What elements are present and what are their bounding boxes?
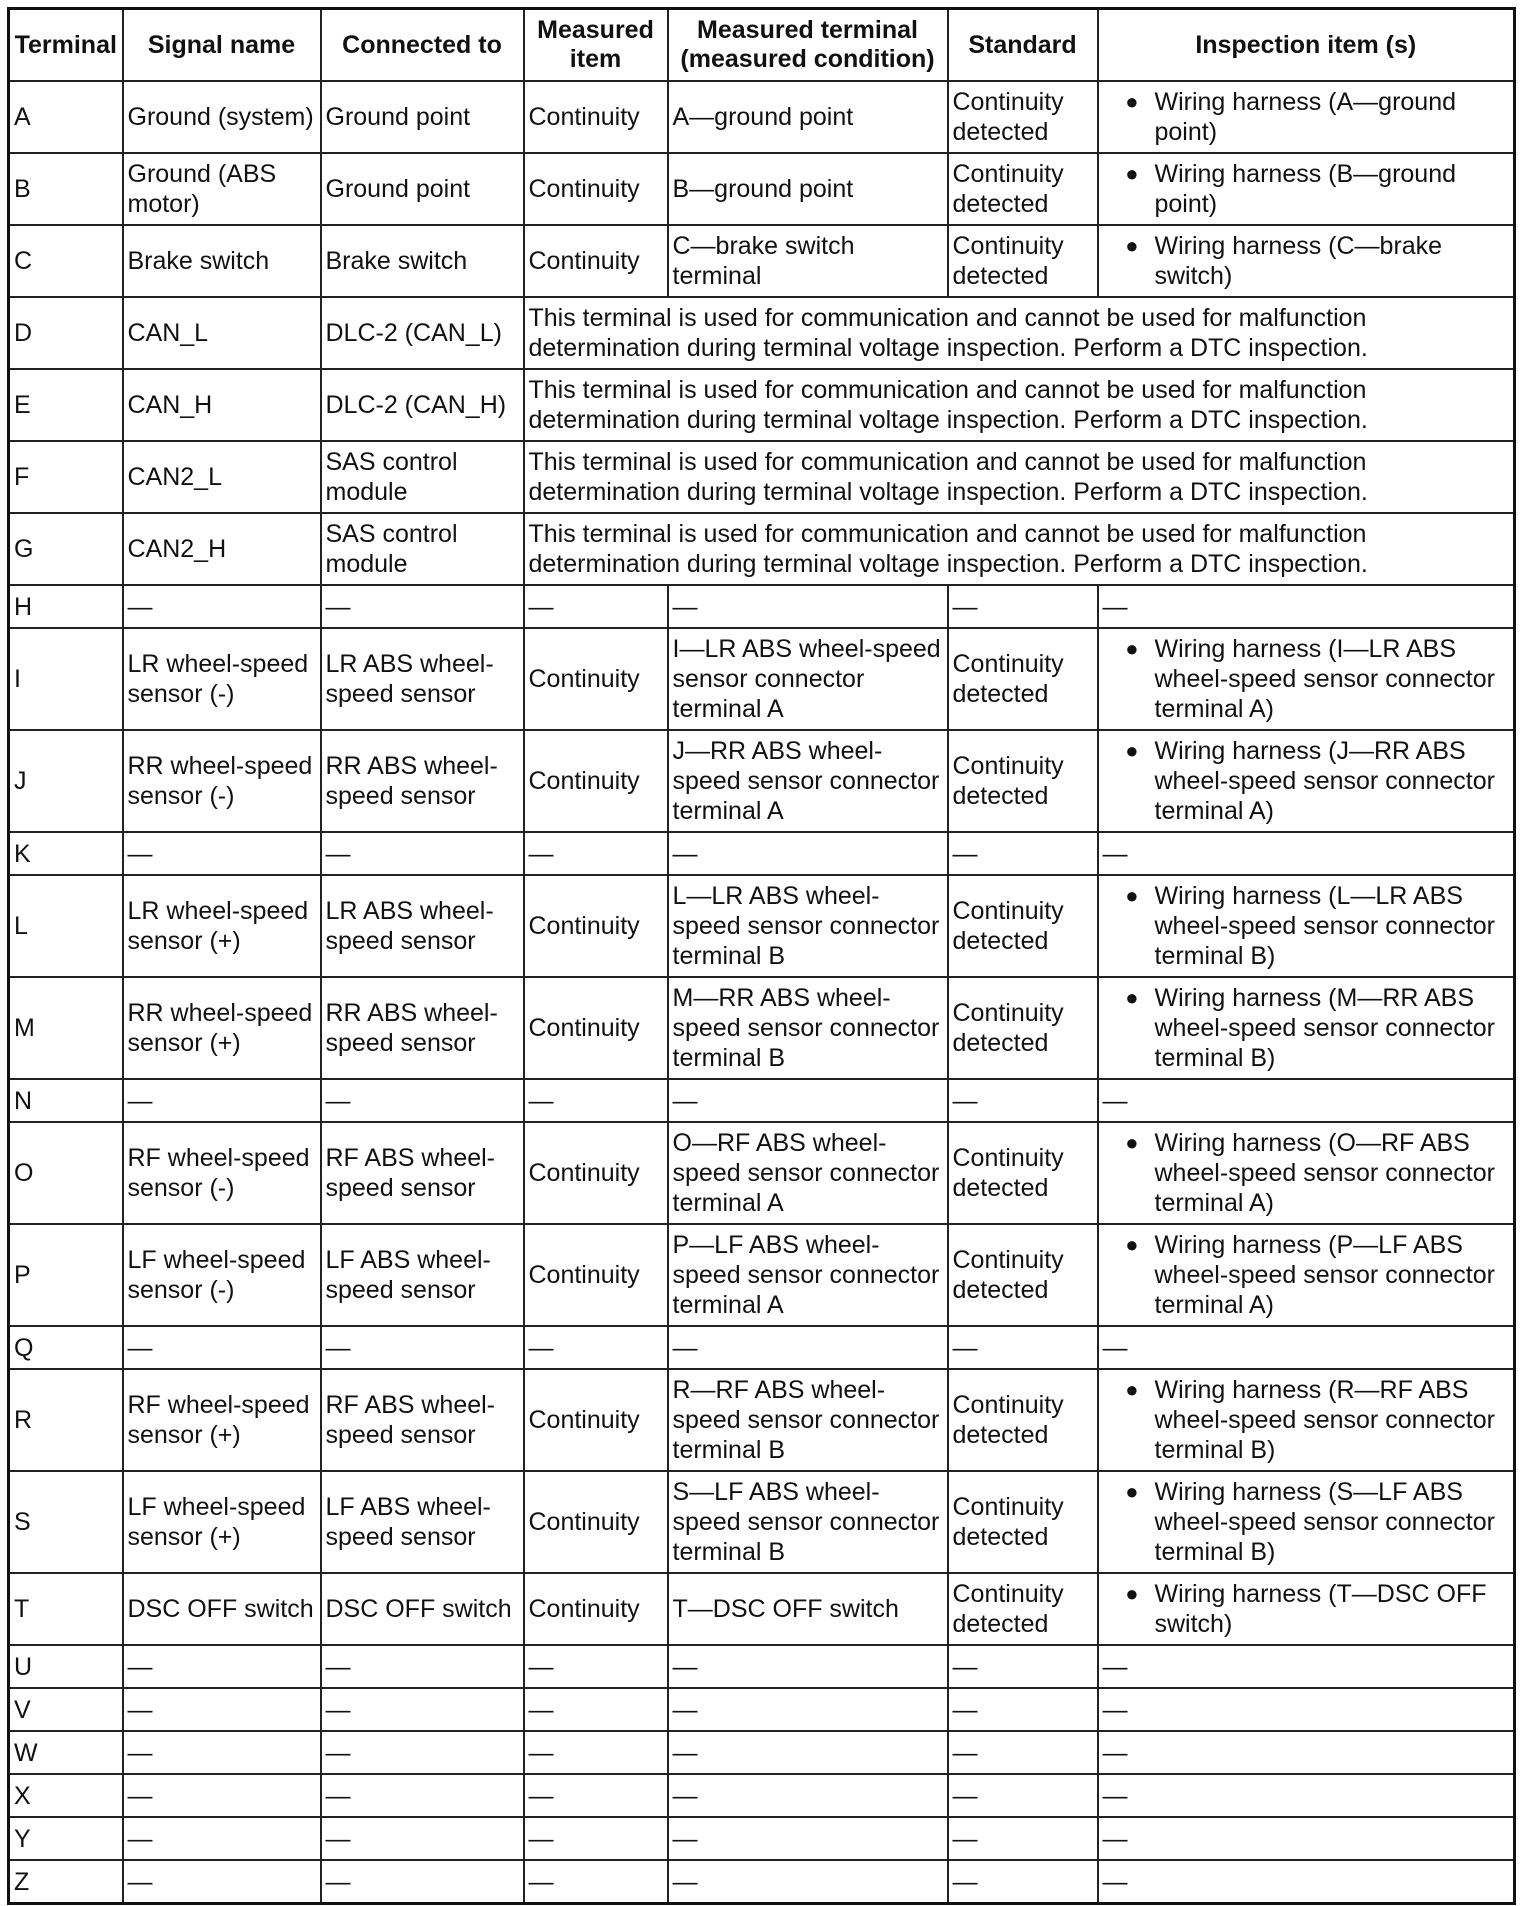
inspection-text: Wiring harness (M—RR ABS wheel-speed sensor connector terminal B) (1154, 984, 1495, 1072)
header-measured-item: Measured item (524, 9, 668, 82)
inspection-text: Wiring harness (I—LR ABS wheel-speed sensor connector terminal A) (1154, 635, 1495, 723)
inspection-bullet-item (1099, 881, 1510, 971)
table-row (9, 1817, 1515, 1860)
cell-connected-to: SAS control module (321, 441, 524, 513)
cell-signal-name: CAN_L (123, 297, 321, 369)
cell-standard: Continuity detected (948, 1369, 1098, 1471)
cell-connected-to: — (321, 1860, 524, 1904)
cell-measured-item: — (524, 1817, 668, 1860)
cell-connected-to: LR ABS wheel-speed sensor (321, 875, 524, 977)
cell-terminal: O (9, 1122, 123, 1224)
inspection-bullet-item (1099, 159, 1510, 219)
cell-connected-to: — (321, 1731, 524, 1774)
cell-inspection-item: — (1098, 1860, 1515, 1904)
cell-measured-item: Continuity (524, 875, 668, 977)
cell-terminal: U (9, 1645, 123, 1688)
cell-signal-name: RF wheel-speed sensor (-) (123, 1122, 321, 1224)
bullet-dot: ● (1125, 883, 1139, 908)
cell-signal-name: CAN2_H (123, 513, 321, 585)
table-row (9, 225, 1515, 297)
cell-terminal: V (9, 1688, 123, 1731)
cell-measured-item: — (524, 1326, 668, 1369)
cell-standard: — (948, 832, 1098, 875)
cell-terminal: E (9, 369, 123, 441)
cell-connected-to: — (321, 1774, 524, 1817)
cell-inspection-item (1098, 81, 1515, 153)
cell-signal-name: Brake switch (123, 225, 321, 297)
cell-measured-terminal: — (668, 585, 948, 628)
bullet-dot: ● (1125, 985, 1139, 1010)
table-row (9, 1731, 1515, 1774)
cell-measured-terminal: — (668, 1688, 948, 1731)
cell-terminal: M (9, 977, 123, 1079)
cell-standard: Continuity detected (948, 730, 1098, 832)
cell-measured-terminal: R—RF ABS wheel-speed sensor connector terminal B (668, 1369, 948, 1471)
cell-signal-name: CAN_H (123, 369, 321, 441)
terminal-table-container (7, 7, 1513, 1905)
cell-measured-terminal: B—ground point (668, 153, 948, 225)
cell-terminal: Z (9, 1860, 123, 1904)
header-terminal: Terminal (9, 9, 123, 82)
table-row (9, 153, 1515, 225)
inspection-bullet-item (1099, 1128, 1510, 1218)
cell-measured-terminal: — (668, 1774, 948, 1817)
inspection-bullet-item (1099, 736, 1510, 826)
header-standard: Standard (948, 9, 1098, 82)
inspection-text: Wiring harness (T—DSC OFF switch) (1154, 1580, 1487, 1638)
cell-signal-name: Ground (system) (123, 81, 321, 153)
cell-connected-to: LF ABS wheel-speed sensor (321, 1224, 524, 1326)
terminal-inspection-table (7, 7, 1516, 1905)
cell-terminal: W (9, 1731, 123, 1774)
cell-inspection-item (1098, 628, 1515, 730)
cell-terminal: F (9, 441, 123, 513)
inspection-bullet-item (1099, 1230, 1510, 1320)
cell-signal-name: RF wheel-speed sensor (+) (123, 1369, 321, 1471)
cell-terminal: I (9, 628, 123, 730)
cell-measured-terminal: L—LR ABS wheel-speed sensor connector terminal B (668, 875, 948, 977)
header-inspection-items: Inspection item (s) (1098, 9, 1515, 82)
cell-measured-item: Continuity (524, 225, 668, 297)
cell-measured-item: — (524, 1688, 668, 1731)
cell-inspection-item (1098, 1224, 1515, 1326)
cell-measured-item: — (524, 832, 668, 875)
cell-connected-to: RR ABS wheel-speed sensor (321, 977, 524, 1079)
cell-measured-item: Continuity (524, 628, 668, 730)
inspection-bullet-item (1099, 231, 1510, 291)
table-row (9, 628, 1515, 730)
bullet-dot: ● (1125, 233, 1139, 258)
cell-communication-note: This terminal is used for communication and cannot be used for malfunction determination during terminal voltage inspection. Perform a DTC inspection. (524, 513, 1515, 585)
inspection-text: Wiring harness (S—LF ABS wheel-speed sensor connector terminal B) (1154, 1478, 1495, 1566)
table-row (9, 1224, 1515, 1326)
cell-signal-name: Ground (ABS motor) (123, 153, 321, 225)
cell-connected-to: LF ABS wheel-speed sensor (321, 1471, 524, 1573)
cell-measured-terminal: — (668, 1079, 948, 1122)
cell-standard: Continuity detected (948, 1471, 1098, 1573)
cell-terminal: D (9, 297, 123, 369)
cell-connected-to: — (321, 1817, 524, 1860)
cell-signal-name: — (123, 1079, 321, 1122)
cell-signal-name: LR wheel-speed sensor (-) (123, 628, 321, 730)
cell-connected-to: RF ABS wheel-speed sensor (321, 1122, 524, 1224)
bullet-dot: ● (1125, 161, 1139, 186)
inspection-text: Wiring harness (A—ground point) (1154, 88, 1457, 146)
table-row (9, 1122, 1515, 1224)
cell-connected-to: — (321, 1645, 524, 1688)
cell-inspection-item (1098, 153, 1515, 225)
inspection-bullet-item (1099, 1477, 1510, 1567)
bullet-dot: ● (1125, 1581, 1139, 1606)
cell-measured-terminal: T—DSC OFF switch (668, 1573, 948, 1645)
inspection-bullet-item (1099, 634, 1510, 724)
cell-standard: — (948, 1326, 1098, 1369)
cell-standard: Continuity detected (948, 1224, 1098, 1326)
cell-connected-to: — (321, 832, 524, 875)
cell-inspection-item: — (1098, 832, 1515, 875)
table-row (9, 81, 1515, 153)
cell-inspection-item: — (1098, 1688, 1515, 1731)
header-measured-terminal: Measured terminal (measured condition) (668, 9, 948, 82)
table-row (9, 1688, 1515, 1731)
cell-inspection-item (1098, 225, 1515, 297)
cell-terminal: T (9, 1573, 123, 1645)
cell-connected-to: Ground point (321, 153, 524, 225)
cell-connected-to: — (321, 1688, 524, 1731)
cell-measured-item: Continuity (524, 81, 668, 153)
cell-measured-item: — (524, 1079, 668, 1122)
cell-terminal: A (9, 81, 123, 153)
table-body (9, 81, 1515, 1904)
bullet-dot: ● (1125, 1479, 1139, 1504)
cell-measured-terminal: — (668, 832, 948, 875)
cell-inspection-item (1098, 1471, 1515, 1573)
table-row (9, 513, 1515, 585)
table-row (9, 1860, 1515, 1904)
cell-measured-item: Continuity (524, 1369, 668, 1471)
cell-measured-item: Continuity (524, 153, 668, 225)
cell-standard: — (948, 585, 1098, 628)
cell-standard: — (948, 1645, 1098, 1688)
cell-connected-to: LR ABS wheel-speed sensor (321, 628, 524, 730)
cell-measured-terminal: P—LF ABS wheel-speed sensor connector terminal A (668, 1224, 948, 1326)
cell-inspection-item: — (1098, 1645, 1515, 1688)
cell-connected-to: RR ABS wheel-speed sensor (321, 730, 524, 832)
cell-standard: Continuity detected (948, 1122, 1098, 1224)
inspection-bullet-item (1099, 983, 1510, 1073)
cell-signal-name: — (123, 1326, 321, 1369)
cell-measured-terminal: A—ground point (668, 81, 948, 153)
cell-signal-name: RR wheel-speed sensor (+) (123, 977, 321, 1079)
cell-connected-to: — (321, 585, 524, 628)
cell-standard: — (948, 1079, 1098, 1122)
cell-terminal: R (9, 1369, 123, 1471)
cell-standard: — (948, 1731, 1098, 1774)
cell-inspection-item: — (1098, 1817, 1515, 1860)
bullet-dot: ● (1125, 89, 1139, 114)
cell-measured-item: Continuity (524, 1122, 668, 1224)
cell-inspection-item: — (1098, 585, 1515, 628)
cell-terminal: P (9, 1224, 123, 1326)
cell-standard: — (948, 1774, 1098, 1817)
cell-connected-to: SAS control module (321, 513, 524, 585)
cell-connected-to: Ground point (321, 81, 524, 153)
cell-measured-terminal: S—LF ABS wheel-speed sensor connector terminal B (668, 1471, 948, 1573)
table-row (9, 1369, 1515, 1471)
cell-signal-name: CAN2_L (123, 441, 321, 513)
cell-connected-to: — (321, 1079, 524, 1122)
cell-measured-terminal: O—RF ABS wheel-speed sensor connector terminal A (668, 1122, 948, 1224)
cell-communication-note: This terminal is used for communication and cannot be used for malfunction determination during terminal voltage inspection. Perform a DTC inspection. (524, 369, 1515, 441)
cell-terminal: S (9, 1471, 123, 1573)
cell-measured-terminal: M—RR ABS wheel-speed sensor connector terminal B (668, 977, 948, 1079)
bullet-dot: ● (1125, 636, 1139, 661)
cell-measured-terminal: — (668, 1326, 948, 1369)
header-connected-to: Connected to (321, 9, 524, 82)
inspection-text: Wiring harness (O—RF ABS wheel-speed sensor connector terminal A) (1154, 1129, 1495, 1217)
table-row (9, 1573, 1515, 1645)
cell-standard: Continuity detected (948, 977, 1098, 1079)
cell-signal-name: LF wheel-speed sensor (-) (123, 1224, 321, 1326)
cell-signal-name: RR wheel-speed sensor (-) (123, 730, 321, 832)
cell-connected-to: DLC-2 (CAN_H) (321, 369, 524, 441)
cell-measured-terminal: — (668, 1860, 948, 1904)
cell-inspection-item: — (1098, 1731, 1515, 1774)
cell-signal-name: — (123, 1817, 321, 1860)
cell-measured-item: Continuity (524, 730, 668, 832)
cell-measured-item: — (524, 1774, 668, 1817)
cell-signal-name: — (123, 1688, 321, 1731)
cell-connected-to: DSC OFF switch (321, 1573, 524, 1645)
cell-terminal: B (9, 153, 123, 225)
inspection-bullet-item (1099, 1375, 1510, 1465)
bullet-dot: ● (1125, 1377, 1139, 1402)
cell-connected-to: Brake switch (321, 225, 524, 297)
cell-measured-item: — (524, 1860, 668, 1904)
table-row (9, 730, 1515, 832)
table-row (9, 369, 1515, 441)
cell-signal-name: — (123, 1645, 321, 1688)
cell-inspection-item: — (1098, 1326, 1515, 1369)
cell-measured-terminal: I—LR ABS wheel-speed sensor connector terminal A (668, 628, 948, 730)
cell-measured-terminal: C—brake switch terminal (668, 225, 948, 297)
cell-connected-to: DLC-2 (CAN_L) (321, 297, 524, 369)
cell-signal-name: — (123, 832, 321, 875)
cell-standard: Continuity detected (948, 1573, 1098, 1645)
cell-measured-item: — (524, 1731, 668, 1774)
cell-communication-note: This terminal is used for communication and cannot be used for malfunction determination during terminal voltage inspection. Perform a DTC inspection. (524, 297, 1515, 369)
header-row (9, 9, 1515, 82)
cell-inspection-item: — (1098, 1079, 1515, 1122)
table-row (9, 977, 1515, 1079)
inspection-text: Wiring harness (R—RF ABS wheel-speed sensor connector terminal B) (1154, 1376, 1495, 1464)
cell-measured-item: — (524, 585, 668, 628)
cell-measured-item: Continuity (524, 1573, 668, 1645)
table-row (9, 297, 1515, 369)
table-row (9, 875, 1515, 977)
cell-terminal: X (9, 1774, 123, 1817)
cell-standard: — (948, 1688, 1098, 1731)
cell-terminal: L (9, 875, 123, 977)
inspection-text: Wiring harness (B—ground point) (1154, 160, 1457, 218)
inspection-bullet-item (1099, 87, 1510, 147)
cell-terminal: H (9, 585, 123, 628)
cell-inspection-item (1098, 1369, 1515, 1471)
cell-measured-item: Continuity (524, 1224, 668, 1326)
table-row (9, 1079, 1515, 1122)
inspection-text: Wiring harness (L—LR ABS wheel-speed sensor connector terminal B) (1154, 882, 1495, 970)
table-row (9, 441, 1515, 513)
cell-terminal: Q (9, 1326, 123, 1369)
table-row (9, 832, 1515, 875)
cell-terminal: G (9, 513, 123, 585)
cell-signal-name: — (123, 1774, 321, 1817)
inspection-bullet-item (1099, 1579, 1510, 1639)
cell-signal-name: DSC OFF switch (123, 1573, 321, 1645)
cell-standard: Continuity detected (948, 875, 1098, 977)
cell-inspection-item (1098, 875, 1515, 977)
table-row (9, 1471, 1515, 1573)
cell-terminal: N (9, 1079, 123, 1122)
cell-measured-terminal: — (668, 1645, 948, 1688)
cell-inspection-item (1098, 730, 1515, 832)
cell-measured-item: Continuity (524, 977, 668, 1079)
table-row (9, 585, 1515, 628)
cell-standard: Continuity detected (948, 225, 1098, 297)
bullet-dot: ● (1125, 1232, 1139, 1257)
bullet-dot: ● (1125, 1130, 1139, 1155)
inspection-text: Wiring harness (J—RR ABS wheel-speed sensor connector terminal A) (1154, 737, 1495, 825)
cell-standard: Continuity detected (948, 153, 1098, 225)
cell-terminal: J (9, 730, 123, 832)
cell-connected-to: — (321, 1326, 524, 1369)
cell-signal-name: — (123, 1731, 321, 1774)
cell-signal-name: — (123, 585, 321, 628)
cell-inspection-item (1098, 1122, 1515, 1224)
bullet-dot: ● (1125, 738, 1139, 763)
cell-standard: — (948, 1860, 1098, 1904)
cell-measured-terminal: — (668, 1817, 948, 1860)
cell-signal-name: LR wheel-speed sensor (+) (123, 875, 321, 977)
cell-signal-name: LF wheel-speed sensor (+) (123, 1471, 321, 1573)
inspection-text: Wiring harness (C—brake switch) (1154, 232, 1443, 290)
cell-terminal: C (9, 225, 123, 297)
cell-standard: Continuity detected (948, 81, 1098, 153)
cell-terminal: K (9, 832, 123, 875)
cell-standard: Continuity detected (948, 628, 1098, 730)
cell-inspection-item: — (1098, 1774, 1515, 1817)
header-signal-name: Signal name (123, 9, 321, 82)
inspection-text: Wiring harness (P—LF ABS wheel-speed sensor connector terminal A) (1154, 1231, 1495, 1319)
cell-connected-to: RF ABS wheel-speed sensor (321, 1369, 524, 1471)
table-row (9, 1326, 1515, 1369)
cell-measured-terminal: — (668, 1731, 948, 1774)
cell-inspection-item (1098, 1573, 1515, 1645)
cell-measured-item: Continuity (524, 1471, 668, 1573)
cell-standard: — (948, 1817, 1098, 1860)
table-row (9, 1645, 1515, 1688)
cell-signal-name: — (123, 1860, 321, 1904)
cell-inspection-item (1098, 977, 1515, 1079)
cell-communication-note: This terminal is used for communication and cannot be used for malfunction determination during terminal voltage inspection. Perform a DTC inspection. (524, 441, 1515, 513)
cell-measured-item: — (524, 1645, 668, 1688)
cell-terminal: Y (9, 1817, 123, 1860)
table-row (9, 1774, 1515, 1817)
cell-measured-terminal: J—RR ABS wheel-speed sensor connector terminal A (668, 730, 948, 832)
